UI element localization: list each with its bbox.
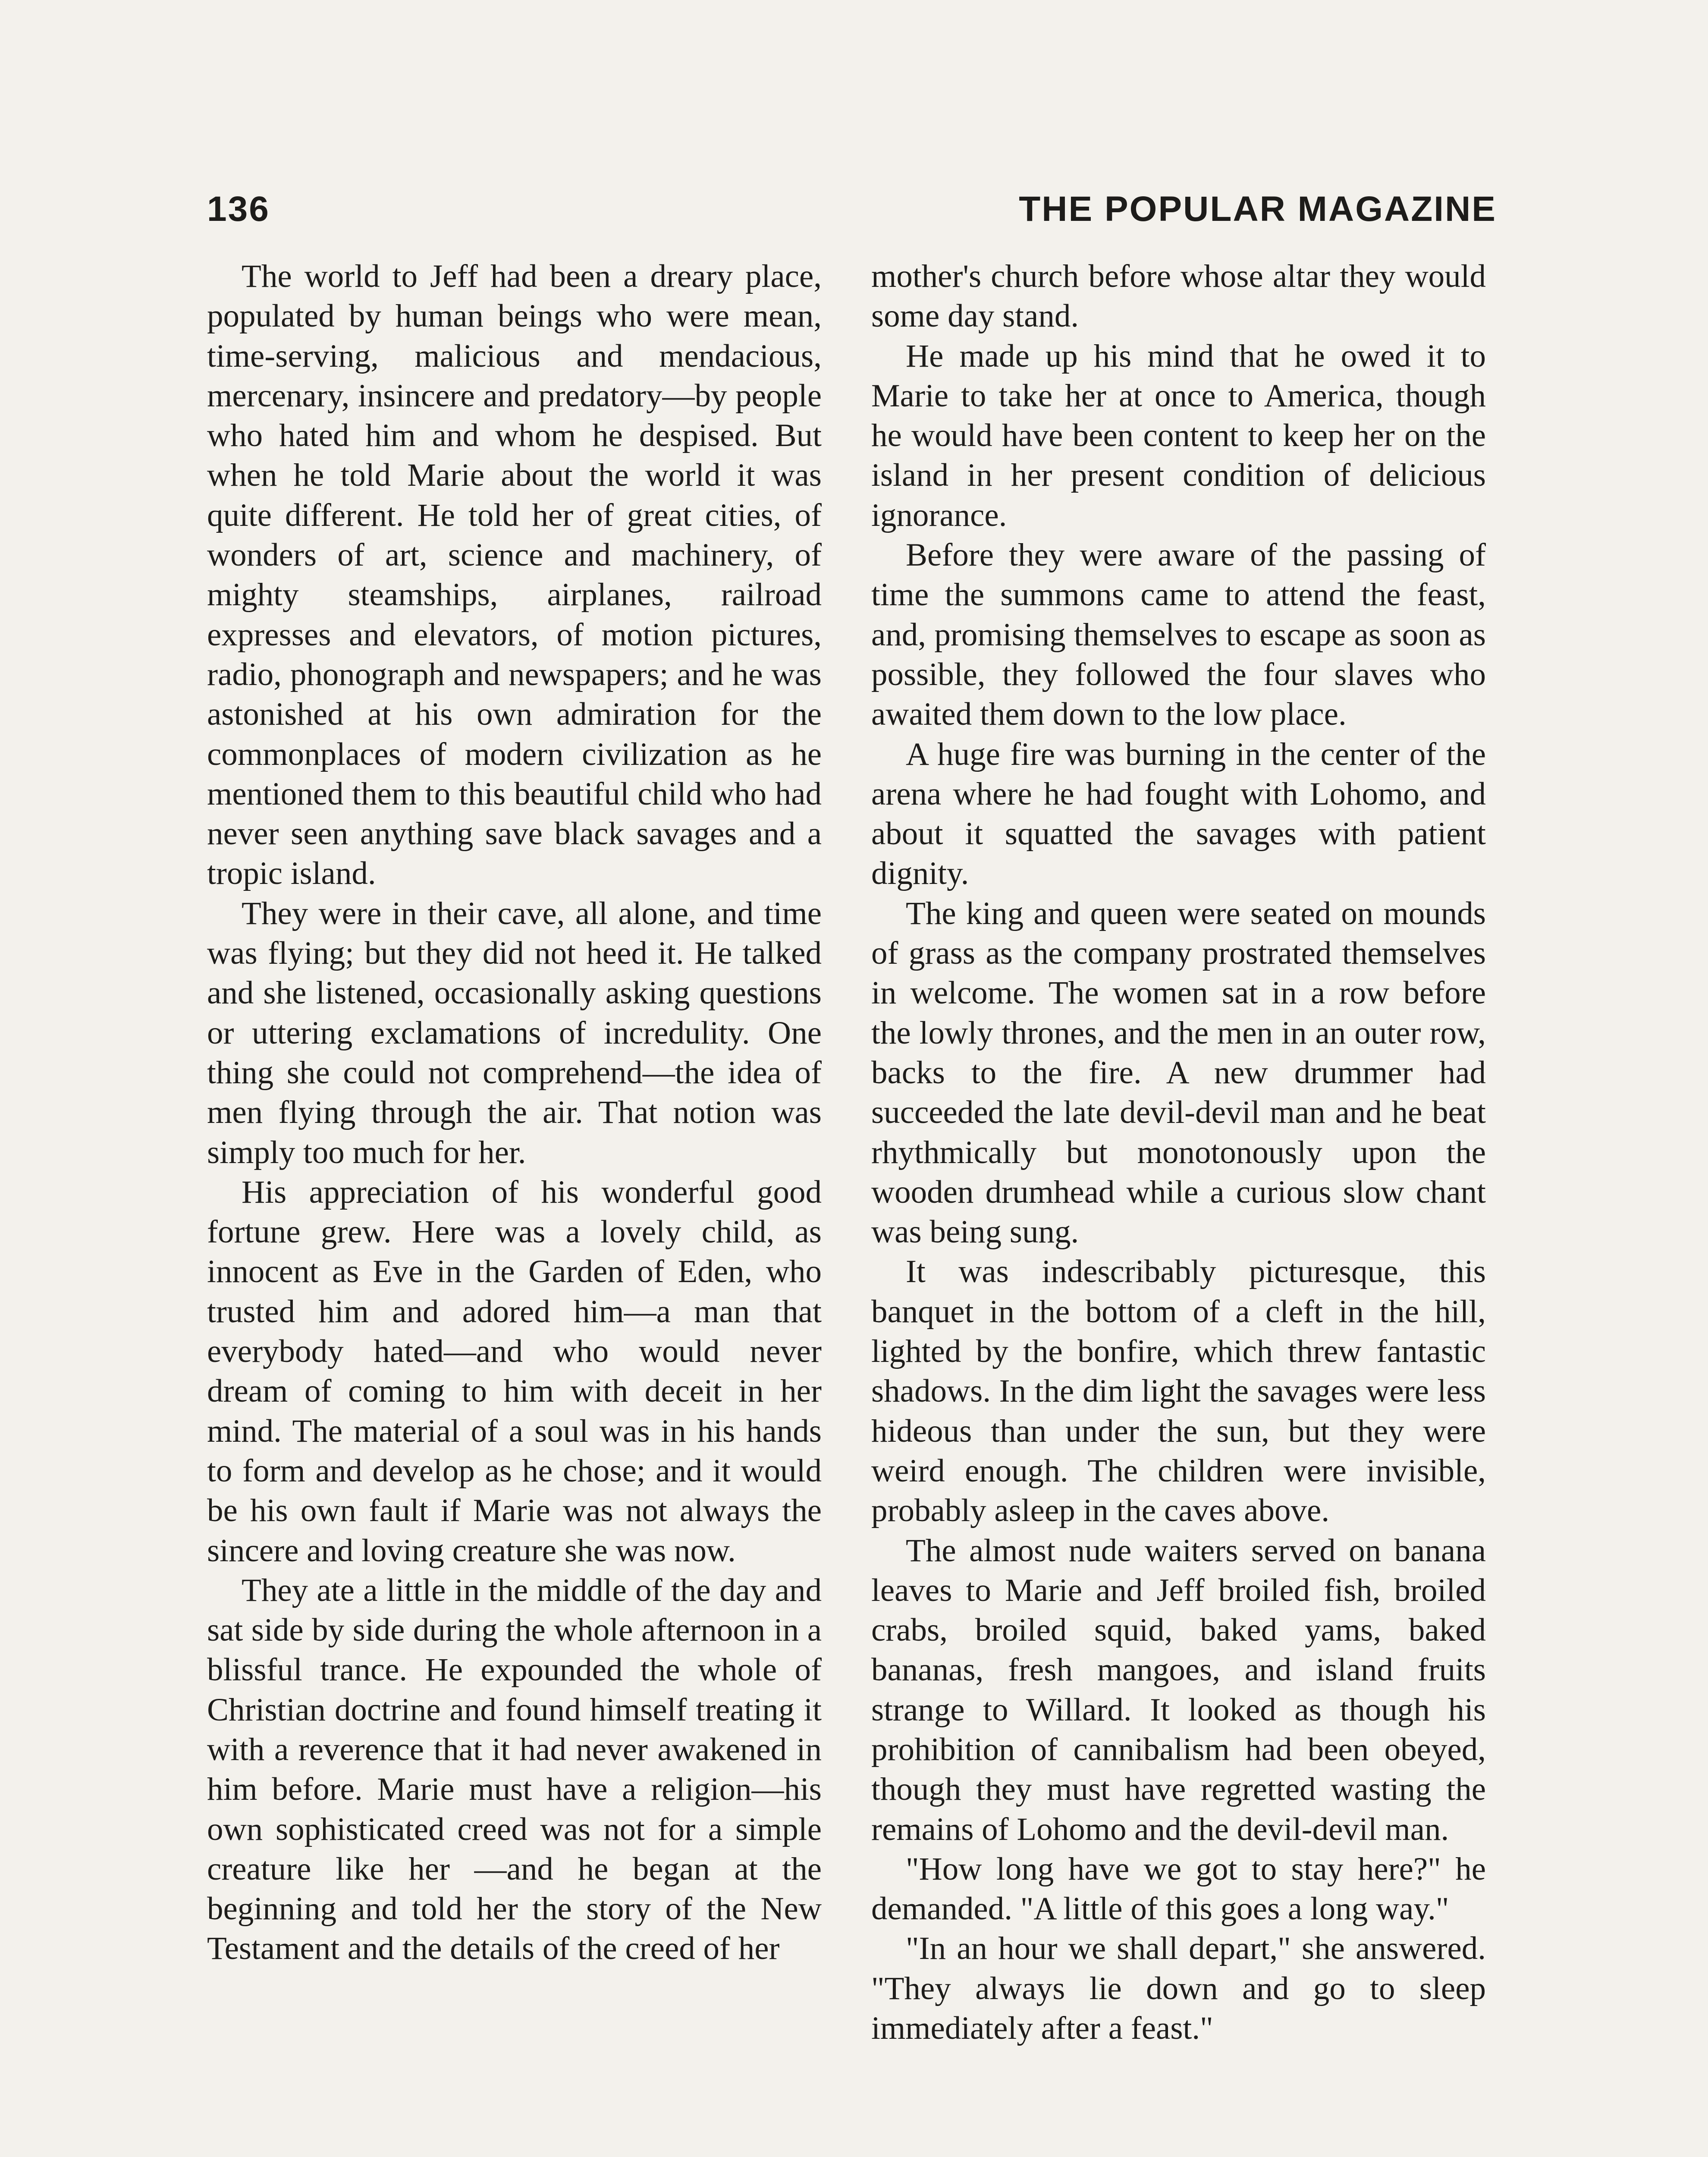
paragraph: The world to Jeff had been a dreary place, populated by human beings who were mean, time-serving, malicious and mendacious, mercenary, insincere and predatory—by people who hated him and whom he despised. But when he told Marie about the world it was quite different. He told her of great cities, of wonders of art, science and machinery, of mighty steamships, airplanes, railroad expresses and elevators, of motion pictures, radio, phonograph and newspapers; and he was astonished at his own admiration for the commonplaces of modern civilization as he mentioned them to this beautiful child who had never seen anything save black savages and a tropic island.	[207, 258, 822, 892]
paragraph: "In an hour we shall depart," she answered. "They always lie down and go to sleep immediately after a feast."	[871, 1931, 1486, 2047]
page-number: 136	[207, 189, 270, 229]
right-column	[871, 257, 1486, 2048]
left-column	[207, 257, 822, 1969]
page-header	[207, 181, 1497, 237]
running-title: THE POPULAR MAGAZINE	[1019, 189, 1497, 229]
paragraph-continued: mother's church before whose altar they would some day stand.	[871, 258, 1486, 334]
paragraph: The king and queen were seated on mounds of grass as the company prostrated themselves in welcome. The women sat in a row before the lowly thrones, and the men in an outer row, backs to the fire. A new drummer had succeeded the late devil-devil man and he beat rhythmically but monotonously upon the wooden drumhead while a curious slow chant was being sung.	[871, 895, 1486, 1250]
paragraph: Before they were aware of the passing of time the summons came to attend the feast, and, promising themselves to escape as soon as possible, they followed the four slaves who awaited them down to the low place.	[871, 537, 1486, 733]
paragraph: His appreciation of his wonderful good fortune grew. Here was a lovely child, as innocent as Eve in the Garden of Eden, who trusted him and adored him—a man that everybody hated—and who would never dream of coming to him with deceit in her mind. The material of a soul was in his hands to form and develop as he chose; and it would be his own fault if Marie was not always the sincere and loving creature she was now.	[207, 1174, 822, 1569]
paragraph: The almost nude waiters served on banana leaves to Marie and Jeff broiled fish, broiled crabs, broiled squid, baked yams, baked bananas, fresh mangoes, and island fruits strange to Willard. It looked as though his prohibition of cannibalism had been obeyed, though they must have regretted wasting the remains of Lohomo and the devil-devil man.	[871, 1532, 1486, 1847]
paragraph: "How long have we got to stay here?" he demanded. "A little of this goes a long way."	[871, 1851, 1486, 1927]
paragraph: It was indescribably picturesque, this banquet in the bottom of a cleft in the hill, lighted by the bonfire, which threw fantastic shadows. In the dim light the savages were less hideous than under the sun, but they were weird enough. The children were invisible, probably asleep in the caves above.	[871, 1254, 1486, 1529]
paragraph: They were in their cave, all alone, and time was flying; but they did not heed it. He talked and she listened, occasionally asking questions or uttering exclamations of incredulity. One thing she could not comprehend—the idea of men flying through the air. That notion was simply too much for her.	[207, 895, 822, 1170]
paragraph: They ate a little in the middle of the day and sat side by side during the whole afternoon in a blissful trance. He expounded the whole of Christian doctrine and found himself treating it with a reverence that it had never awakened in him before. Marie must have a religion—his own sophisticated creed was not for a simple creature like her —and he began at the beginning and told her the story of the New Testament and the details of the creed of her	[207, 1572, 822, 1967]
paragraph: He made up his mind that he owed it to Marie to take her at once to America, though he would have been content to keep her on the island in her present condition of delicious ignorance.	[871, 338, 1486, 533]
paragraph: A huge fire was burning in the center of the arena where he had fought with Lohomo, and about it squatted the savages with patient dignity.	[871, 736, 1486, 892]
